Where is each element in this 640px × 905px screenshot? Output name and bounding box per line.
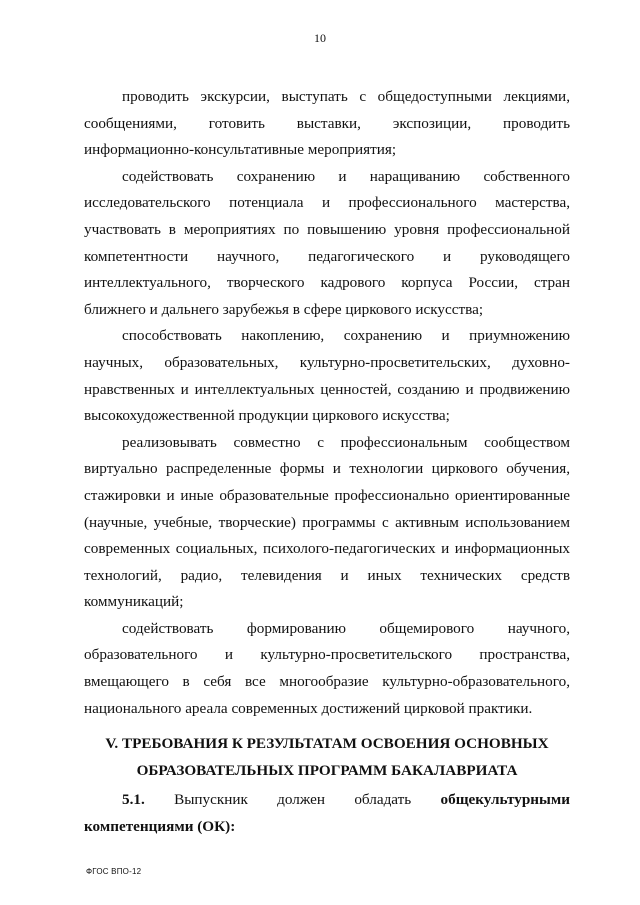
clause-bold-end: компетенциями (ОК):: [84, 817, 236, 835]
clause-number: 5.1.: [122, 791, 145, 808]
clause-5-1: [84, 787, 570, 840]
clause-bold-start: общекультурными: [440, 791, 570, 808]
clause-word-graduate: Выпускник: [174, 791, 248, 808]
clause-second-line: [84, 814, 570, 841]
body-text: [84, 84, 570, 722]
section-heading-line-2: ОБРАЗОВАТЕЛЬНЫХ ПРОГРАММ БАКАЛАВРИАТА: [136, 761, 518, 779]
paragraph-virtual-forms: реализовывать совместно с профессиональным сообществом виртуально распределенные формы и технологии циркового обучения, стажировки и иные образовательные профессионально ориентированные (научные, учебные, творческие) программы с активным использованием современных социальных, психолого-педагогических и информационных технологий, радио, телевидения и иных технических средств коммуникаций;: [84, 433, 570, 611]
paragraph-values: способствовать накоплению, сохранению и приумножению научных, образовательных, культурно-просветительских, духовно-нравственных и интеллектуальных ценностей, созданию и продвижению высокохудожественной продукции циркового искусства;: [84, 327, 570, 425]
section-heading: [84, 731, 570, 784]
clause-word-must: должен: [277, 791, 326, 808]
paragraph-excursions: проводить экскурсии, выступать с общедоступными лекциями, сообщениями, готовить выставки, экспозиции, проводить информационно-консультативные мероприятия;: [84, 88, 570, 159]
paragraph-global-space: содействовать формированию общемирового научного, образовательного и культурно-просветительского пространства, вмещающего в себя все многообразие культурно-образовательного, национального ареала современных достижений цирковой практики.: [84, 619, 570, 717]
clause-first-line: [84, 787, 570, 814]
footer-label: ФГОС ВПО-12: [86, 867, 142, 876]
paragraph-research-potential: содействовать сохранению и наращиванию собственного исследовательского потенциала и профессионального мастерства, участвовать в мероприятиях по повышению уровня профессиональной компетентности научного, педагогического и руководящего интеллектуального, творческого кадрового корпуса России, стран ближнего и дальнего зарубежья в сфере циркового искусства;: [84, 167, 570, 318]
clause-word-possess: обладать: [354, 791, 412, 808]
section-heading-line-1: V. ТРЕБОВАНИЯ К РЕЗУЛЬТАТАМ ОСВОЕНИЯ ОСНОВНЫХ: [105, 735, 549, 752]
page-number: 10: [314, 31, 326, 45]
